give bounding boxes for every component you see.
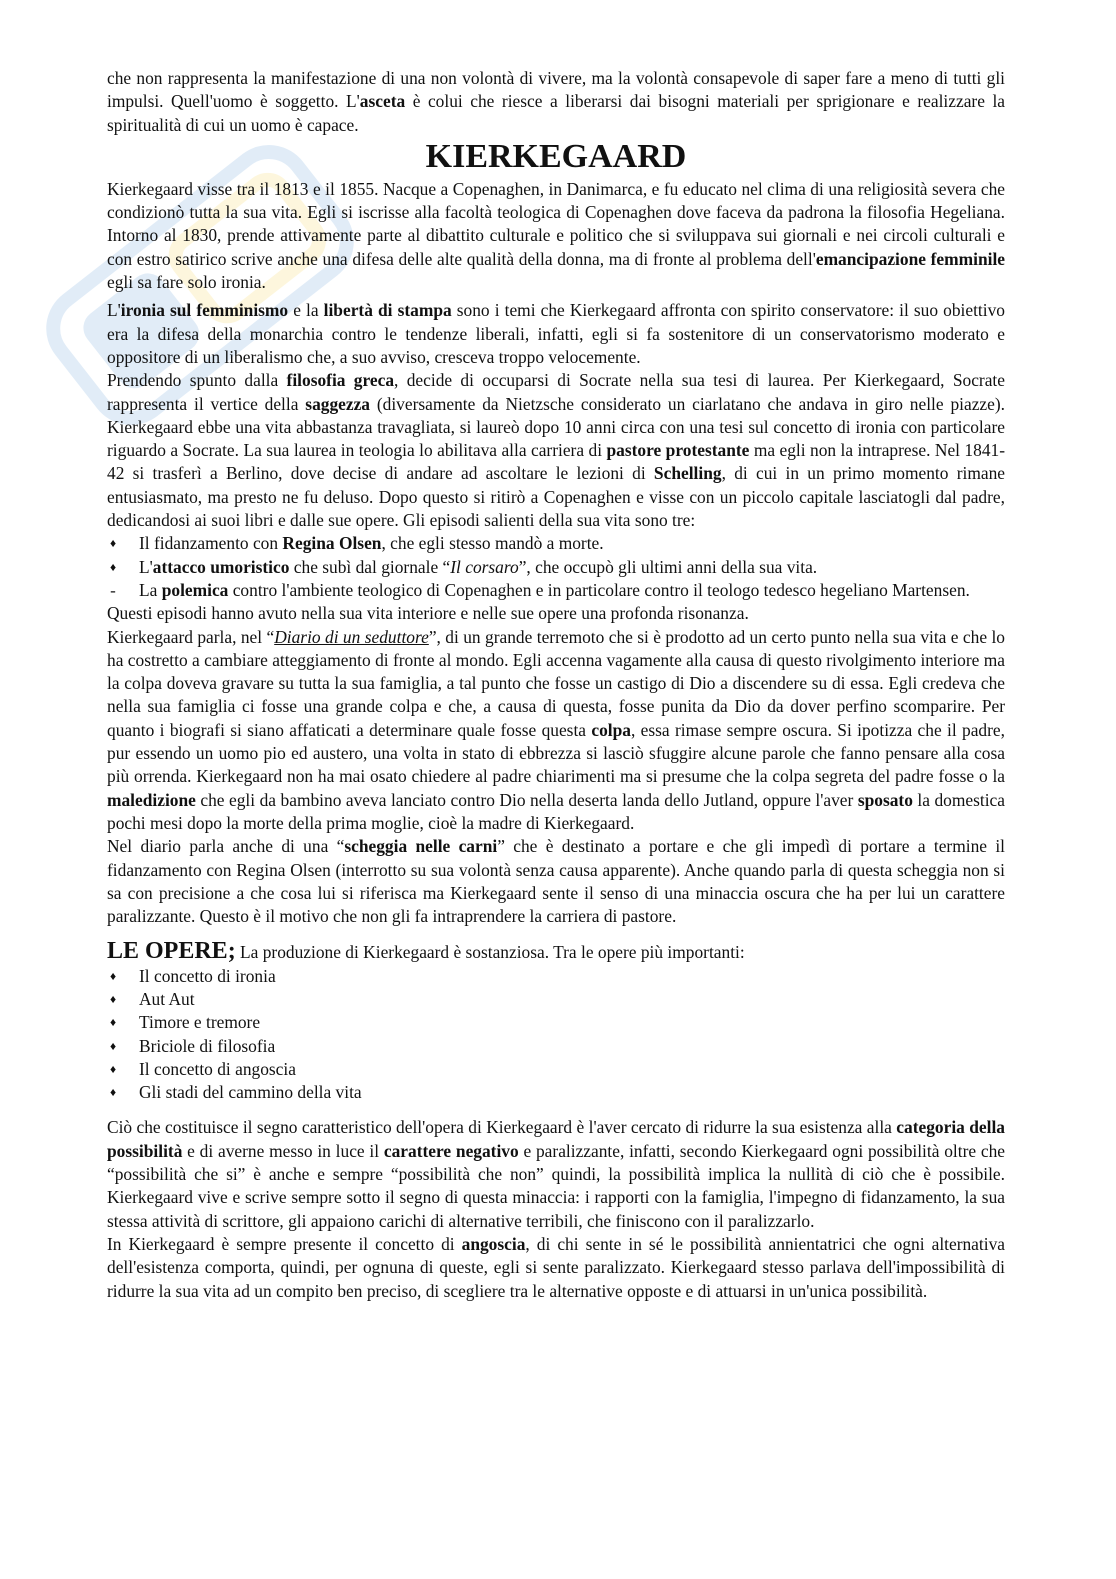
resonance-paragraph: Questi episodi hanno avuto nella sua vita interiore e nelle sue opere una profonda risonanza.	[107, 603, 749, 624]
diamond-bullet-icon: ♦	[109, 1038, 117, 1053]
diamond-bullet-icon: ♦	[109, 991, 117, 1006]
diamond-bullet-icon: ♦	[109, 1061, 117, 1076]
list-item: ♦ Briciole di filosofia	[107, 1035, 1005, 1058]
list-item: ♦ Aut Aut	[107, 988, 1005, 1011]
political-views-paragraph: L'ironia sul femminismo e la libertà di stampa sono i temi che Kierkegaard affronta con spirito conservatore: il suo obiettivo era la difesa della monarchia contro le tendenze liberali, infatti, egli si fa sostenitore di un conservatorismo moderato e oppositore di un liberalismo che, a suo avviso, cresceva troppo velocemente.	[107, 300, 1005, 367]
works-list	[107, 965, 1005, 1105]
diario-link[interactable]: Diario di un seduttore	[274, 626, 429, 647]
diamond-bullet-icon: ♦	[109, 1015, 117, 1030]
episodes-list	[107, 532, 1005, 602]
section-heading: LE OPERE;	[107, 938, 236, 965]
intro-paragraph: che non rappresenta la manifestazione di una non volontà di vivere, ma la volontà consapevole di saper fare a meno di tutti gli impulsi. Quell'uomo è soggetto. L'asceta è colui che riesce a liberarsi dai bisogni materiali per sprigionare e realizzare la spiritualità di cui un uomo è capace.	[107, 68, 1006, 135]
list-item: ♦ Il fidanzamento con Regina Olsen, che egli stesso mandò a morte.	[107, 532, 1005, 555]
anguish-paragraph: In Kierkegaard è sempre presente il concetto di angoscia, di chi sente in sé le possibilità annientatrici che ogni alternativa dell'esistenza comporta, quindi, per ognuna di queste, egli si sente paralizzato. Kierkegaard stesso parlava dell'impossibilità di ridurre la sua vita ad un compito ben preciso, di scegliere tra le alternative opposte e di attuarsi in un'unica possibilità.	[107, 1233, 1005, 1301]
list-item: ♦ L'attacco umoristico che subì dal giornale “Il corsaro”, che occupò gli ultimi anni della sua vita.	[107, 556, 1005, 579]
list-item: ♦ Il concetto di angoscia	[107, 1058, 1005, 1081]
list-item: ♦ Gli stadi del cammino della vita	[107, 1081, 1005, 1104]
page-title: KIERKEGAARD	[425, 137, 687, 175]
education-paragraph: Prendendo spunto dalla filosofia greca, decide di occuparsi di Socrate nella sua tesi di laurea. Per Kierkegaard, Socrate rappresenta il vertice della saggezza (diversamente da Nietzsche considerato un ciarlatano che andava in giro nelle piazze). Kierkegaard ebbe una vita abbastanza travagliata, si laureò dopo 10 anni circa con una tesi sul concetto di ironia con particolare riguardo a Socrate. La sua laurea in teologia lo abilitava alla carriera di pastore protestante ma egli non la intraprese. Nel 1841-42 si trasferì a Berlino, dove decise di andare ad ascoltare le lezioni di Schelling, di cui in un primo momento rimane entusiasmato, ma presto ne fu deluso. Dopo questo si ritirò a Copenaghen e visse con un piccolo capitale lasciatogli dal padre, dedicandosi ai suoi libri e dalle sue opere. Gli episodi salienti della sua vita sono tre:	[107, 370, 1006, 531]
possibility-paragraph: Ciò che costituisce il segno caratteristico dell'opera di Kierkegaard è l'aver cercato di ridurre la sua esistenza alla categoria della possibilità e di averne messo in luce il carattere negativo e paralizzante, infatti, secondo Kierkegaard ogni possibilità oltre che “possibilità che si” è anche e sempre “possibilità che non” quindi, la possibilità implica la nullità di ciò che è possibile. Kierkegaard vive e scrive sempre sotto il segno di questa minaccia: i rapporti con la famiglia, l'impegno di fidanzamento, la sua stessa attività di scrittore, gli appaiono carichi di alternative terribili, che finiscono con il paralizzarlo.	[107, 1117, 1006, 1231]
thorn-paragraph: Nel diario parla anche di una “scheggia nelle carni” che è destinato a portare e che gli impedì di portare a termine il fidanzamento con Regina Olsen (interrotto su sua volontà senza causa apparente). Anche quando parla di questa scheggia non si sa con precisione a che cosa lui si riferisca ma Kierkegaard sente il senso di una minaccia oscura che ha per lui un carattere paralizzante. Questo è il motivo che non gli fa intraprendere la carriera di pastore.	[107, 836, 1005, 927]
diamond-bullet-icon: ♦	[109, 1085, 117, 1100]
list-item: - La polemica contro l'ambiente teologico di Copenaghen e in particolare contro il teologo tedesco hegeliano Martensen.	[107, 579, 1005, 602]
diary-paragraph: Kierkegaard parla, nel “Diario di un seduttore”, di un grande terremoto che si è prodotto ad un certo punto nella sua vita e che lo ha costretto a cambiare atteggiamento di fronte al mondo. Egli accenna vagamente alla causa di questo rivolgimento interiore ma la colpa doveva gravare su tutta la sua famiglia, a tal punto che fosse un castigo di Dio a discendere su di essa. Egli credeva che nella sua famiglia ci fosse una grande colpa e che, a causa di questa, fosse punita da Dio da dover perfino scomparire. Per quanto i biografi si siano affaticati a determinare quale fosse questa colpa, essa rimase sempre oscura. Si ipotizza che il padre, pur essendo un uomo pio ed austero, una volta in stato di ebbrezza si lasciò sfuggire alcune parole che fanno pensare alla cosa più orrenda. Kierkegaard non ha mai osato chiedere al padre chiarimenti ma si presume che la colpa segreta del padre fosse o la maledizione che egli da bambino aveva lanciato contro Dio nella deserta landa dello Jutland, oppure l'aver sposato la domestica pochi mesi dopo la morte della prima moglie, cioè la madre di Kierkegaard.	[107, 626, 1005, 833]
list-item: ♦ Il concetto di ironia	[107, 965, 1005, 988]
diamond-bullet-icon: ♦	[109, 968, 117, 983]
diamond-bullet-icon: ♦	[109, 536, 117, 551]
dash-bullet-icon: -	[110, 580, 116, 600]
document-page	[107, 67, 1005, 1303]
works-heading-line: LE OPERE; La produzione di Kierkegaard è sostanziosa. Tra le opere più importanti:	[107, 938, 745, 965]
diamond-bullet-icon: ♦	[109, 559, 117, 574]
list-item: ♦ Timore e tremore	[107, 1011, 1005, 1034]
biography-paragraph: Kierkegaard visse tra il 1813 e il 1855. Nacque a Copenaghen, in Danimarca, e fu educato nel clima di una religiosità severa che condizionò tutta la sua vita. Egli si iscrisse alla facoltà teologica di Copenaghen dove faceva da padrona la filosofia Hegeliana. Intorno al 1830, prende attivamente parte al dibattito culturale e politico che si sviluppava sui giornali e nei circoli culturali e con estro satirico scrive anche una difesa delle alte qualità della donna, ma di fronte al problema dell'emancipazione femminile egli sa fare solo ironia.	[107, 178, 1006, 293]
